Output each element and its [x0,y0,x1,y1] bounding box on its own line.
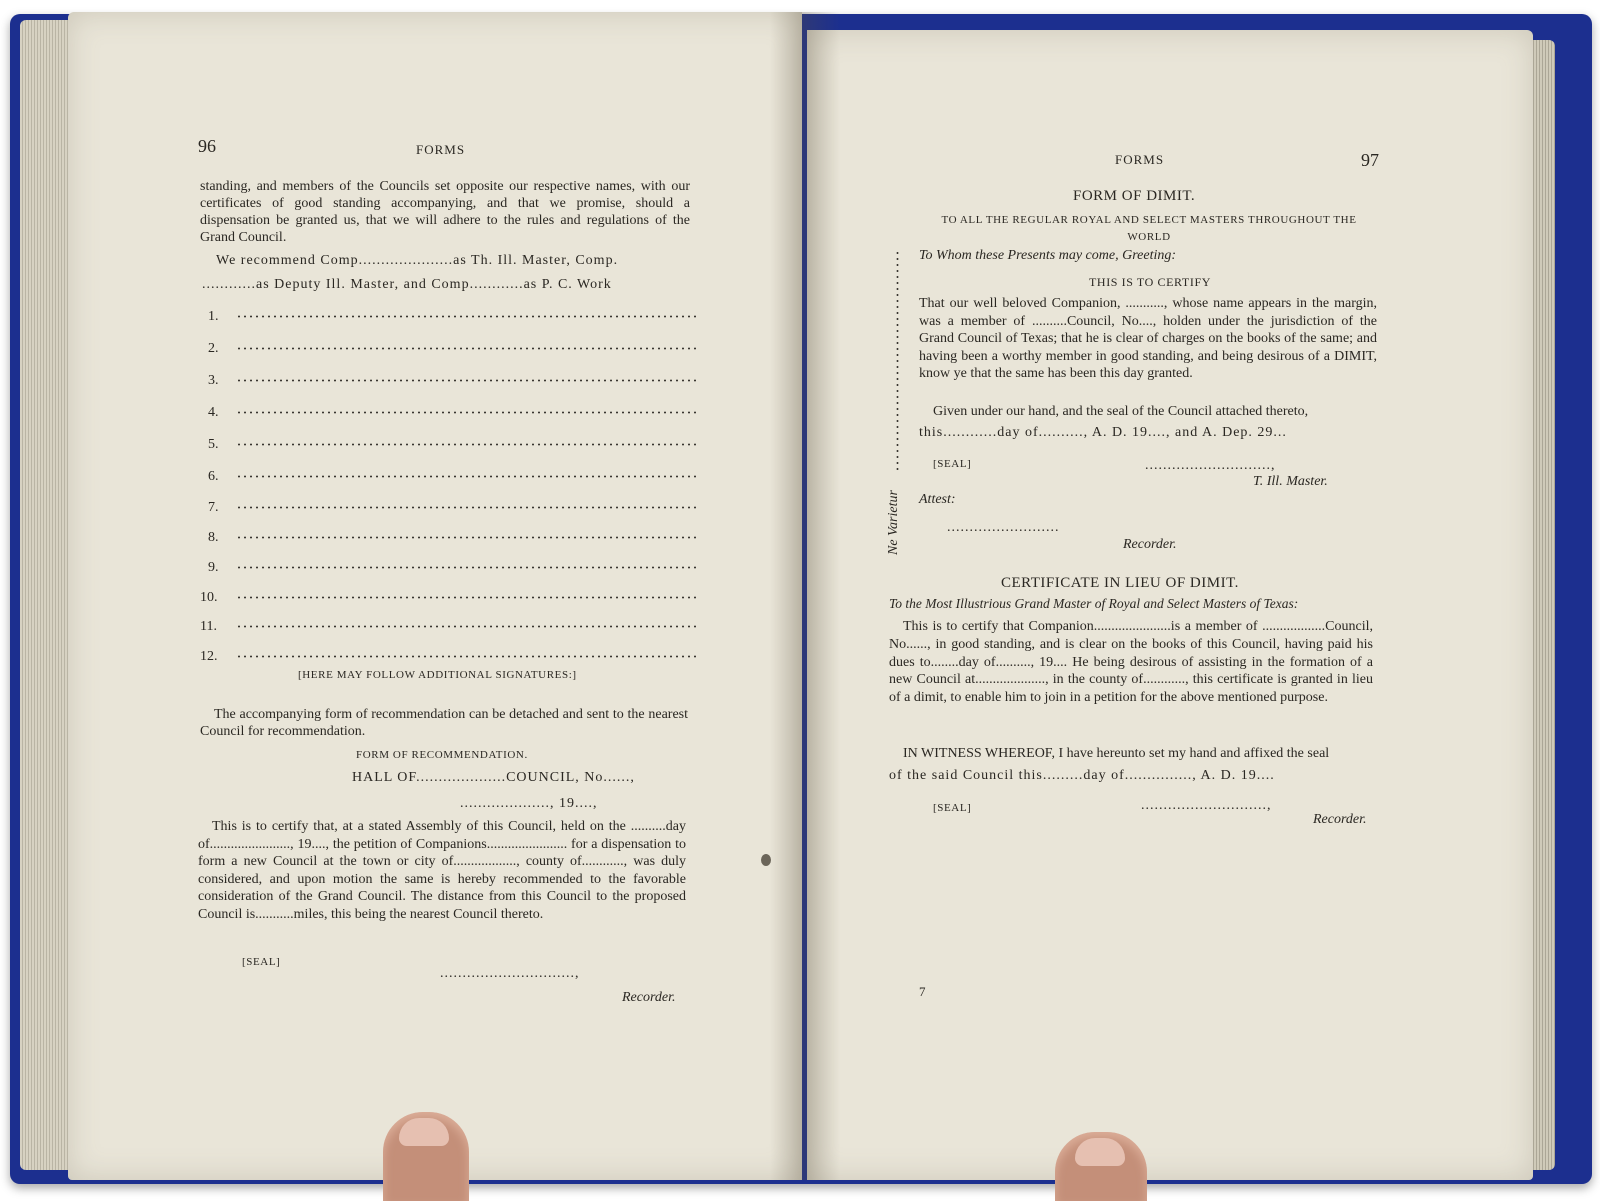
left-seal: [SEAL] [242,956,281,968]
certificate-title: CERTIFICATE IN LIEU OF DIMIT. [1001,575,1239,591]
signature-line [208,469,696,485]
greeting: To Whom these Presents may come, Greeting: [919,248,1177,263]
certify-heading: THIS IS TO CERTIFY [1089,275,1211,289]
left-signature-dots: .............................., [440,966,580,981]
signature-line [208,530,696,546]
left-recorder-title: Recorder. [622,990,676,1005]
signature-number: 4. [208,405,219,420]
signature-line [208,437,696,453]
ink-speck [761,854,771,866]
additional-signatures-note: [HERE MAY FOLLOW ADDITIONAL SIGNATURES:] [298,669,577,681]
given-line-2: this............day of.........., A. D. 19...., and A. Dep. 29... [919,425,1287,440]
right-page-number: 97 [1361,150,1379,170]
signature-line [208,405,696,421]
recommend-line-1: We recommend Comp.....................as Th. Ill. Master, Comp. [216,253,619,268]
left-running-head: FORMS [416,142,466,157]
signature-number: 6. [208,469,219,484]
given-line-1: Given under our hand, and the seal of the Council attached thereto, [933,404,1309,419]
ne-varietur-label: Ne Varietur [886,490,901,555]
signature-number: 10. [200,590,218,605]
margin-dotted-line [896,250,899,470]
signature-number: 9. [208,560,219,575]
signature-line [200,590,696,606]
signature-number: 7. [208,500,219,515]
master-title: T. Ill. Master. [1253,474,1328,489]
hall-line: HALL OF....................COUNCIL, No......, [352,770,635,785]
certificate-recorder-title: Recorder. [1313,812,1367,827]
certify-paragraph: This is to certify that, at a stated Assembly of this Council, held on the ..........day of......................., 19...., the petition of Companions....................... for a dispensation to form a new Council at the town or city of.................., county of............, was duly considered, and upon motion the same is hereby recommended to the favorable consideration of the Grand Council. The distance from this Council to the proposed Council is...........miles, this being the nearest Council thereto. [198,819,686,922]
certificate-body: This is to certify that Companion......................is a member of ..................Council, No......, in good standing, and is clear on the books of this Council, having paid his dues to........day of.........., 19.... He being desirous of assisting in the formation of a new Council at...................., in the county of............, this certificate is granted in lieu of a dimit, to enable him to join in a petition for the above mentioned purpose. [889,619,1373,706]
recommend-line-2: ............as Deputy Ill. Master, and Comp............as P. C. Work [202,277,612,292]
dimit-title: FORM OF DIMIT. [1073,188,1196,204]
right-page [807,30,1533,1180]
signature-line [208,341,696,357]
recorder-signature-dots: ......................... [947,520,1060,535]
left-page-number: 96 [198,136,216,156]
right-running-head: FORMS [1115,152,1165,167]
certificate-seal: [SEAL] [933,802,972,814]
master-signature-dots: ............................, [1145,458,1276,473]
signature-line [208,500,696,516]
accompanying-paragraph: The accompanying form of recommendation can be detached and sent to the nearest Council for recommendation. [200,707,688,739]
signature-mark: 7 [919,984,926,999]
signature-number: 12. [200,649,218,664]
signature-line [208,309,696,325]
signature-number: 11. [200,619,217,634]
thumb-right [1055,1132,1147,1201]
signature-line [208,373,696,389]
signature-line [208,560,696,576]
signature-number: 5. [208,437,219,452]
dimit-address: TO ALL THE REGULAR ROYAL AND SELECT MASTERS THROUGHOUT THE WORLD [941,214,1357,243]
date-line: ...................., 19...., [460,796,598,811]
signature-number: 2. [208,341,219,356]
witness-line-1: IN WITNESS WHEREOF, I have hereunto set my hand and affixed the seal [903,746,1330,761]
intro-paragraph: standing, and members of the Councils set opposite our respective names, with our certificates of good standing accompanying, and that we promise, should a dispensation be granted us, that we will adhere to the rules and regulations of the Grand Council. [200,179,690,245]
dimit-seal: [SEAL] [933,458,972,470]
witness-line-2: of the said Council this.........day of..............., A. D. 19.... [889,768,1275,783]
certificate-signature-dots: ............................, [1141,798,1272,813]
thumb-left [383,1112,469,1201]
dimit-body: That our well beloved Companion, ..........., whose name appears in the margin, was a member of ..........Council, No...., holden under the jurisdiction of the Grand Council of Texas; that he is clear of charges on the books of the same; and having been a worthy member in good standing, and being desirous of a DIMIT, know ye that the same has been this day granted. [919,296,1377,381]
signature-number: 8. [208,530,219,545]
signature-line [200,649,696,665]
signature-number: 1. [208,309,219,324]
signature-line [200,619,696,635]
recorder-title: Recorder. [1123,537,1177,552]
attest-label: Attest: [919,492,956,507]
signature-number: 3. [208,373,219,388]
form-of-recommendation-title: FORM OF RECOMMENDATION. [356,749,528,761]
left-page [68,12,802,1180]
certificate-address: To the Most Illustrious Grand Master of Royal and Select Masters of Texas: [889,596,1299,611]
